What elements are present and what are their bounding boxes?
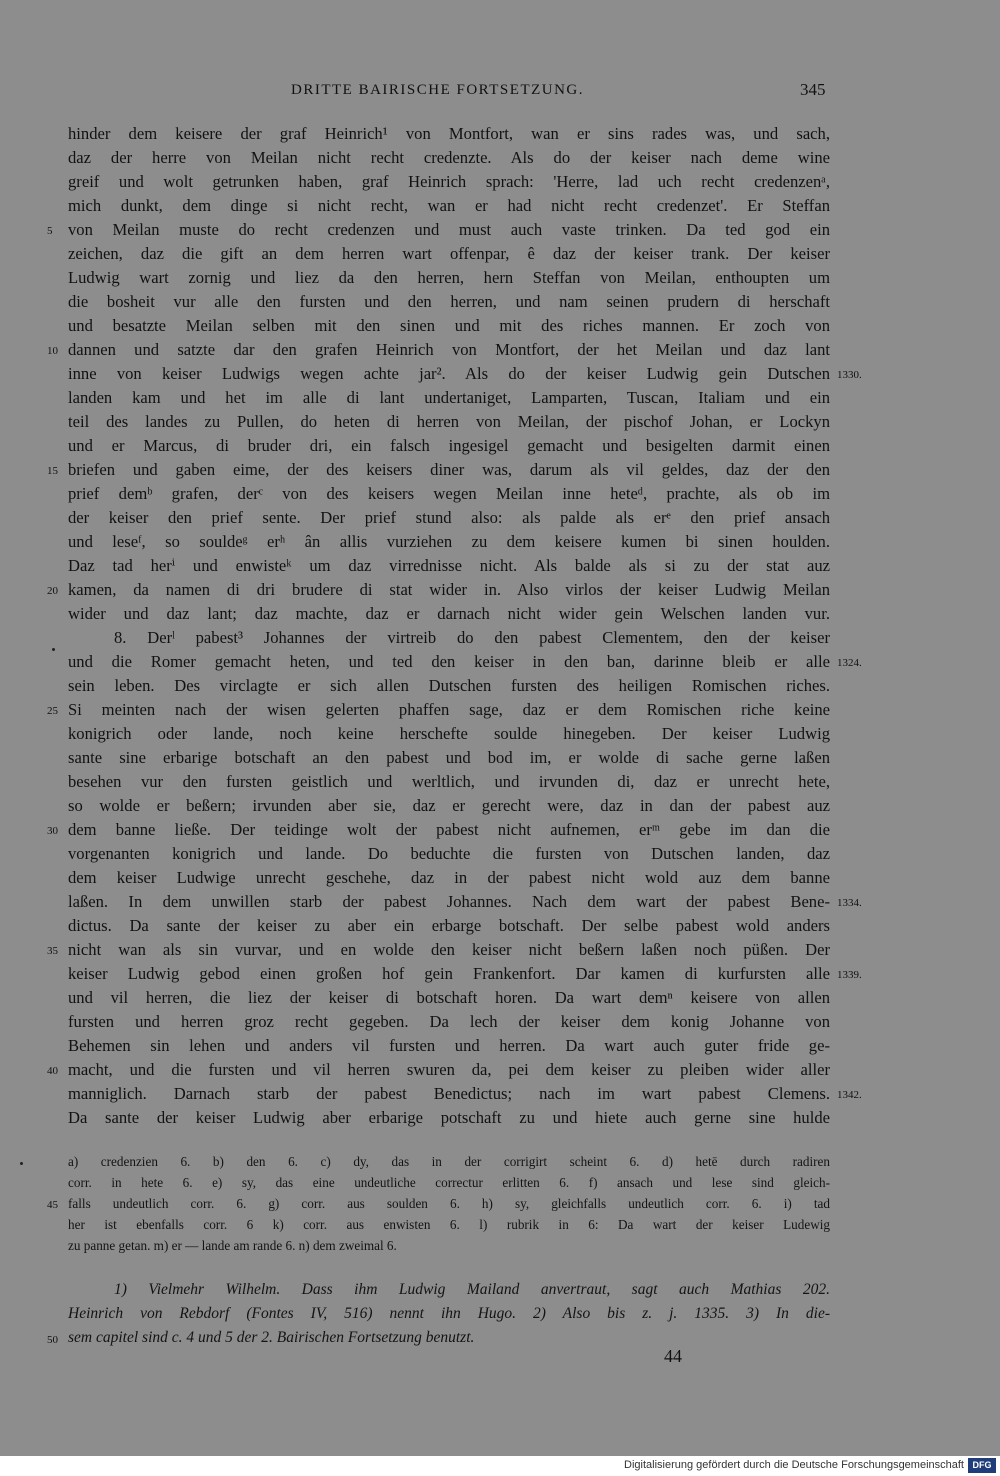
body-line: sante sine erbarige botschaft an den pabest und bod im, er wolde di sache gerne laßen xyxy=(68,748,830,767)
line-number: 30 xyxy=(47,825,58,837)
body-line: von Meilan muste do recht credenzen und must auch vaste trinken. Da ted god ein xyxy=(68,220,830,239)
body-line: dannen und satzte dar den grafen Heinrich von Montfort, der het Meilan und daz lant xyxy=(68,340,830,359)
body-line: fursten und herren groz recht gegeben. Da lech der keiser dem konig Johanne von xyxy=(68,1012,830,1031)
variant-note-line: falls undeutlich corr. 6. g) corr. aus soulden 6. h) sy, gleichfalls undeutlich corr. 6. i) tad xyxy=(68,1196,830,1211)
body-line: kamen, da namen di dri brudere di stat wider in. Also virlos der keiser Ludwig Meilan xyxy=(68,580,830,599)
line-number: 50 xyxy=(47,1334,58,1346)
funding-notice: Digitalisierung gefördert durch die Deutsche Forschungsgemeinschaft xyxy=(624,1459,964,1471)
body-line: macht, und die fursten und vil herren swuren da, pei dem keiser zu pleiben wider aller xyxy=(68,1060,830,1079)
body-line: vorgenanten konigrich und lande. Do beduchte die fursten von Dutschen landen, daz xyxy=(68,844,830,863)
explanatory-note-line: 1) Vielmehr Wilhelm. Dass ihm Ludwig Mailand anvertraut, sagt auch Mathias 202. xyxy=(114,1281,830,1298)
explanatory-note-line: Heinrich von Rebdorf (Fontes IV, 516) nennt ihn Hugo. 2) Also bis z. j. 1335. 3) In die- xyxy=(68,1305,830,1322)
margin-year: 1334. xyxy=(837,897,862,909)
body-line: prief demᵇ grafen, derᶜ von des keisers wegen Meilan inne heteᵈ, prachte, als ob im xyxy=(68,484,830,503)
margin-year: 1324. xyxy=(837,657,862,669)
body-line: so wolde er beßern; irvunden aber sie, daz er gerecht were, daz in dan der pabest auz xyxy=(68,796,830,815)
body-line: die bosheit vur alle den fursten und den herren, und nam seinen prudern di herschaft xyxy=(68,292,830,311)
margin-year: 1330. xyxy=(837,369,862,381)
section-start-line: 8. Derˡ pabest³ Johannes der virtreib do den pabest Clementem, den der keiser xyxy=(114,628,830,647)
body-line: Ludwig wart zornig und liez da den herren, hern Steffan von Meilan, enthoupten um xyxy=(68,268,830,287)
page-number: 345 xyxy=(800,80,826,99)
variant-note-line: a) credenzien 6. b) den 6. c) dy, das in der corrigirt scheint 6. d) hetē durch radiren xyxy=(68,1154,830,1169)
line-number: 10 xyxy=(47,345,58,357)
line-number: 35 xyxy=(47,945,58,957)
line-number: 5 xyxy=(47,225,53,237)
body-line: zeichen, daz die gift an dem herren wart offenpar, ê daz der keiser trank. Der keiser xyxy=(68,244,830,263)
body-line: der keiser den prief sente. Der prief stund also: als palde als erᵉ den prief ansach xyxy=(68,508,830,527)
line-number: 15 xyxy=(47,465,58,477)
scan-mark xyxy=(20,1162,23,1165)
body-line: und er Marcus, di bruder dri, ein falsch ingesigel gemacht und besigelten darmit einen xyxy=(68,436,830,455)
body-line: mich dunkt, dem dinge si nicht recht, wan er had nicht recht credenzet'. Er Steffan xyxy=(68,196,830,215)
margin-year: 1342. xyxy=(837,1089,862,1101)
body-line: Behemen sin lehen und anders vil fursten und herren. Da wart auch guter fride ge- xyxy=(68,1036,830,1055)
line-number: 45 xyxy=(47,1199,58,1211)
body-line: dictus. Da sante der keiser zu aber ein erbarge botschaft. Der selbe pabest wold anders xyxy=(68,916,830,935)
variant-note-line: corr. in hete 6. e) sy, das eine undeutliche correctur erlitten 6. f) ansach und lese sind gleich- xyxy=(68,1175,830,1190)
body-line: dem banne ließe. Der teidinge wolt der pabest nicht aufnemen, erᵐ gebe im dan die xyxy=(68,820,830,839)
margin-year: 1339. xyxy=(837,969,862,981)
body-line: keiser Ludwig gebod einen großen hof gein Frankenfort. Dar kamen di kurfursten alle xyxy=(68,964,830,983)
body-line: sein leben. Des virclagte er sich allen Dutschen fursten des heiligen Romischen riches. xyxy=(68,676,830,695)
footer-bar xyxy=(0,1456,1000,1476)
variant-note-line: her ist ebenfalls corr. 6 k) corr. aus enwisten 6. l) rubrik in 6: Da wart der keiser Ludewig xyxy=(68,1217,830,1232)
body-line: nicht wan als sin vurvar, und en wolde den keiser nicht beßern laßen noch püßen. Der xyxy=(68,940,830,959)
body-line: Daz tad herⁱ und enwisteᵏ um daz virrednisse nicht. Als balde als si zu der stat auz xyxy=(68,556,830,575)
body-line: und vil herren, die liez der keiser di botschaft horen. Da wart demⁿ keisere von allen xyxy=(68,988,830,1007)
body-line: und die Romer gemacht heten, und ted den keiser in den ban, darinne bleib er alle xyxy=(68,652,830,671)
body-line: Da sante der keiser Ludwig aber erbarige potschaft zu und hiete auch gerne sine hulde xyxy=(68,1108,830,1127)
body-line: daz der herre von Meilan nicht recht credenzte. Als do der keiser nach deme wine xyxy=(68,148,830,167)
line-number: 25 xyxy=(47,705,58,717)
body-line: briefen und gaben eime, der des keisers diner was, darum als vil geldes, daz der den xyxy=(68,460,830,479)
body-line: und leseᶠ, so souldeᵍ erʰ ân allis vurziehen zu dem keisere kumen bi sinen houlden. xyxy=(68,532,830,551)
running-header-title: DRITTE BAIRISCHE FORTSETZUNG. xyxy=(291,82,585,98)
body-line: dem keiser Ludwige unrecht geschehe, daz in der pabest nicht wold auz dem banne xyxy=(68,868,830,887)
signature-mark: 44 xyxy=(664,1346,682,1366)
scan-mark xyxy=(52,648,55,651)
body-line: manniglich. Darnach starb der pabest Benedictus; nach im wart pabest Clemens. xyxy=(68,1084,830,1103)
body-line: und besatzte Meilan selben mit den sinen und mit des riches mannen. Er zoch von xyxy=(68,316,830,335)
body-line: inne von keiser Ludwigs wegen achte jar². Als do der keiser Ludwig gein Dutschen xyxy=(68,364,830,383)
body-line: wider und daz lant; daz machte, daz er darnach nicht wider gein Welschen landen vur. xyxy=(68,604,830,623)
body-line: greif und wolt getrunken haben, graf Heinrich sprach: 'Herre, lad uch recht credenzenᵃ, xyxy=(68,172,830,191)
dfg-logo-icon: DFG xyxy=(968,1458,996,1473)
body-line: landen kam und het im alle di lant undertaniget, Lamparten, Tuscan, Italiam und ein xyxy=(68,388,830,407)
body-line: hinder dem keisere der graf Heinrich¹ von Montfort, wan er sins rades was, und sach, xyxy=(68,124,830,143)
body-line: teil des landes zu Pullen, do heten di herren von Meilan, der pischof Johan, er Lockyn xyxy=(68,412,830,431)
line-number: 20 xyxy=(47,585,58,597)
line-number: 40 xyxy=(47,1065,58,1077)
variant-note-line: zu panne getan. m) er — lande am rande 6. n) dem zweimal 6. xyxy=(68,1238,397,1253)
body-line: konigrich oder lande, noch keine herschefte soulde hinegeben. Der keiser Ludwig xyxy=(68,724,830,743)
body-line: Si meinten nach der wisen gelerten phaffen sage, daz er dem Romischen riche keine xyxy=(68,700,830,719)
body-line: besehen vur den fursten geistlich und werltlich, und irvunden di, daz er unrecht hete, xyxy=(68,772,830,791)
explanatory-note-line: sem capitel sind c. 4 und 5 der 2. Bairischen Fortsetzung benutzt. xyxy=(68,1329,475,1346)
body-line: laßen. In dem unwillen starb der pabest Johannes. Nach dem wart der pabest Bene- xyxy=(68,892,830,911)
